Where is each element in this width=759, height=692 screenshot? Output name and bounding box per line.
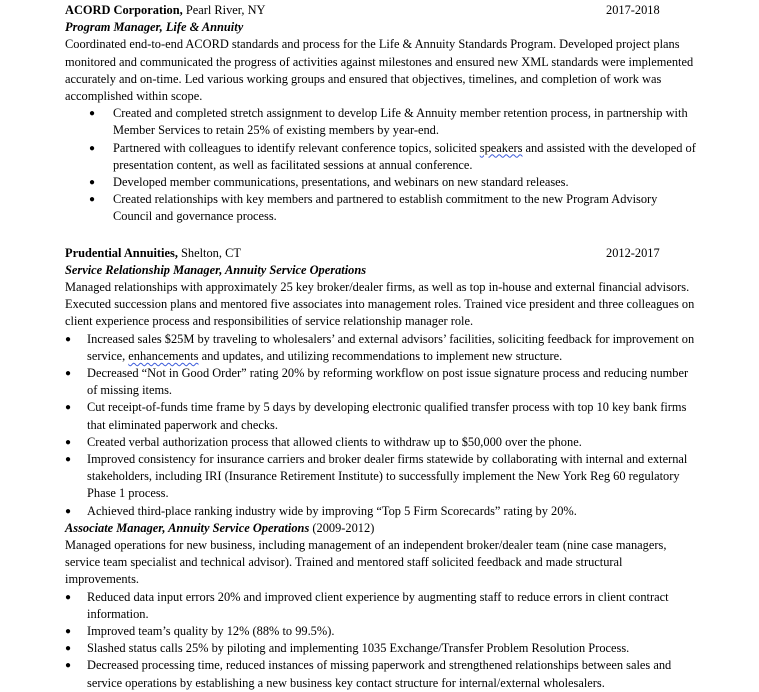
bullet-icon: ● xyxy=(65,436,72,448)
list-item-text: Cut receipt-of-funds time frame by 5 days by developing electronic qualified transfer process with top 10 key bank firms that eliminated paperwork and checks. xyxy=(87,400,687,432)
bullet-icon: ● xyxy=(65,626,72,638)
role-title xyxy=(65,19,697,36)
bullet-icon: ● xyxy=(65,660,72,672)
spellcheck-word[interactable]: speakers xyxy=(479,140,523,155)
list-item-text: Improved consistency for insurance carriers and broker dealer firms statewide by collaborating with internal and external stakeholders, including IRI (Insurance Retirement Institute) to successfully implement the New York Reg 60 regulatory Phase 1 process. xyxy=(87,452,688,501)
job-dates: 2012-2017 xyxy=(606,245,660,260)
list-item xyxy=(65,451,697,503)
achievement-list xyxy=(65,331,697,520)
bullet-icon: ● xyxy=(65,505,72,517)
list-item xyxy=(65,399,697,433)
list-item xyxy=(65,331,697,365)
bullet-icon: ● xyxy=(65,368,72,380)
list-item xyxy=(65,589,697,623)
bullet-icon: ● xyxy=(89,194,96,206)
list-item-text: Reduced data input errors 20% and improved client experience by augmenting staff to reduce errors in client contract information. xyxy=(87,589,669,621)
role-title-text: Program Manager, Life & Annuity xyxy=(65,20,244,35)
list-item xyxy=(65,434,697,451)
list-item-text: and assisted with the developed of presentation content, as well as facilitated sessions at annual conference. xyxy=(113,140,696,172)
list-item-text: Created verbal authorization process that allowed clients to withdraw up to $50,000 over the phone. xyxy=(87,434,582,449)
list-item-text: Created relationships with key members and partnered to establish commitment to the new Program Advisory Council and governance process. xyxy=(113,192,658,224)
company-location: Pearl River, NY xyxy=(182,3,266,17)
list-item-text: Decreased processing time, reduced instances of missing paperwork and strengthened relationships between sales and service operations by establishing a new business key contact structure for internal/external wholesalers. xyxy=(87,658,672,690)
list-item-text: Partnered with colleagues to identify relevant conference topics, solicited xyxy=(113,140,480,155)
list-item xyxy=(65,191,697,225)
bullet-icon: ● xyxy=(65,402,72,414)
section-spacer xyxy=(65,226,697,245)
list-item xyxy=(65,503,697,520)
company-name: ACORD Corporation, xyxy=(65,3,183,17)
spellcheck-word[interactable]: enhancements xyxy=(128,348,199,363)
role-dates: (2009-2012) xyxy=(309,520,375,535)
achievement-list xyxy=(65,589,697,692)
list-item-text: and updates, and utilizing recommendations to implement new structure. xyxy=(198,348,563,363)
role-title-text: Service Relationship Manager, Annuity Service Operations xyxy=(65,262,367,277)
list-item xyxy=(65,623,697,640)
list-item xyxy=(65,640,697,657)
list-item-text: Achieved third-place ranking industry wide by improving “Top 5 Firm Scorecards” rating by 20%. xyxy=(87,503,577,518)
job-dates: 2017-2018 xyxy=(606,3,660,17)
role-title-text: Associate Manager, Annuity Service Operations xyxy=(65,520,310,535)
company-name: Prudential Annuities, xyxy=(65,245,178,260)
list-item-text: Slashed status calls 25% by piloting and implementing 1035 Exchange/Transfer Problem Resolution Process. xyxy=(87,641,630,656)
role-summary: Managed operations for new business, including management of an independent broker/dealer team (nine case managers, service team specialist and technical advisor). Trained and mentored staff solicited feedback and made structural improvements. xyxy=(65,538,667,587)
list-item-text: Developed member communications, presentations, and webinars on new standard releases. xyxy=(113,175,569,190)
role-summary: Coordinated end-to-end ACORD standards and process for the Life & Annuity Standards Program. Developed project plans monitored and communicated the progress of activities against milestones and ensured new XML standards were implemented accurately and on-time. Led various working groups and ensured that objectives, timelines, and completion of work was accomplished within scope. xyxy=(65,37,694,103)
list-item xyxy=(65,105,697,139)
job-acord xyxy=(65,2,697,226)
list-item xyxy=(65,365,697,399)
job-header xyxy=(65,245,697,262)
company-location: Shelton, CT xyxy=(177,245,241,260)
job-header xyxy=(65,2,697,19)
job-prudential xyxy=(65,245,697,692)
achievement-list xyxy=(65,105,697,225)
bullet-icon: ● xyxy=(65,591,72,603)
bullet-icon: ● xyxy=(65,454,72,466)
list-item-text: Created and completed stretch assignment to develop Life & Annuity member retention process, in partnership with Member Services to retain 25% of existing members by year-end. xyxy=(113,106,688,138)
list-item-text: Improved team’s quality by 12% (88% to 99.5%). xyxy=(87,624,335,639)
role-title xyxy=(65,520,697,537)
role-summary: Managed relationships with approximately 25 key broker/dealer firms, as well as top in-house and external financial advisors. Executed succession plans and mentored five associates into management roles. Trained vice president and three colleagues on client experience process and responsibilities of service relationship manager role. xyxy=(65,280,695,329)
list-item xyxy=(65,657,697,691)
bullet-icon: ● xyxy=(89,142,96,154)
bullet-icon: ● xyxy=(89,177,96,189)
bullet-icon: ● xyxy=(65,643,72,655)
bullet-icon: ● xyxy=(65,333,72,345)
bullet-icon: ● xyxy=(89,108,96,120)
list-item-text: Decreased “Not in Good Order” rating 20% by reforming workflow on post issue signature process and reducing number of missing items. xyxy=(87,366,689,398)
resume-experience-section xyxy=(65,2,697,692)
list-item-text: Increased sales $25M by traveling to wholesalers’ and external advisors’ facilities, soliciting feedback for improvement on service, xyxy=(87,331,695,363)
list-item xyxy=(65,140,697,174)
list-item xyxy=(65,174,697,191)
role-title xyxy=(65,262,697,279)
